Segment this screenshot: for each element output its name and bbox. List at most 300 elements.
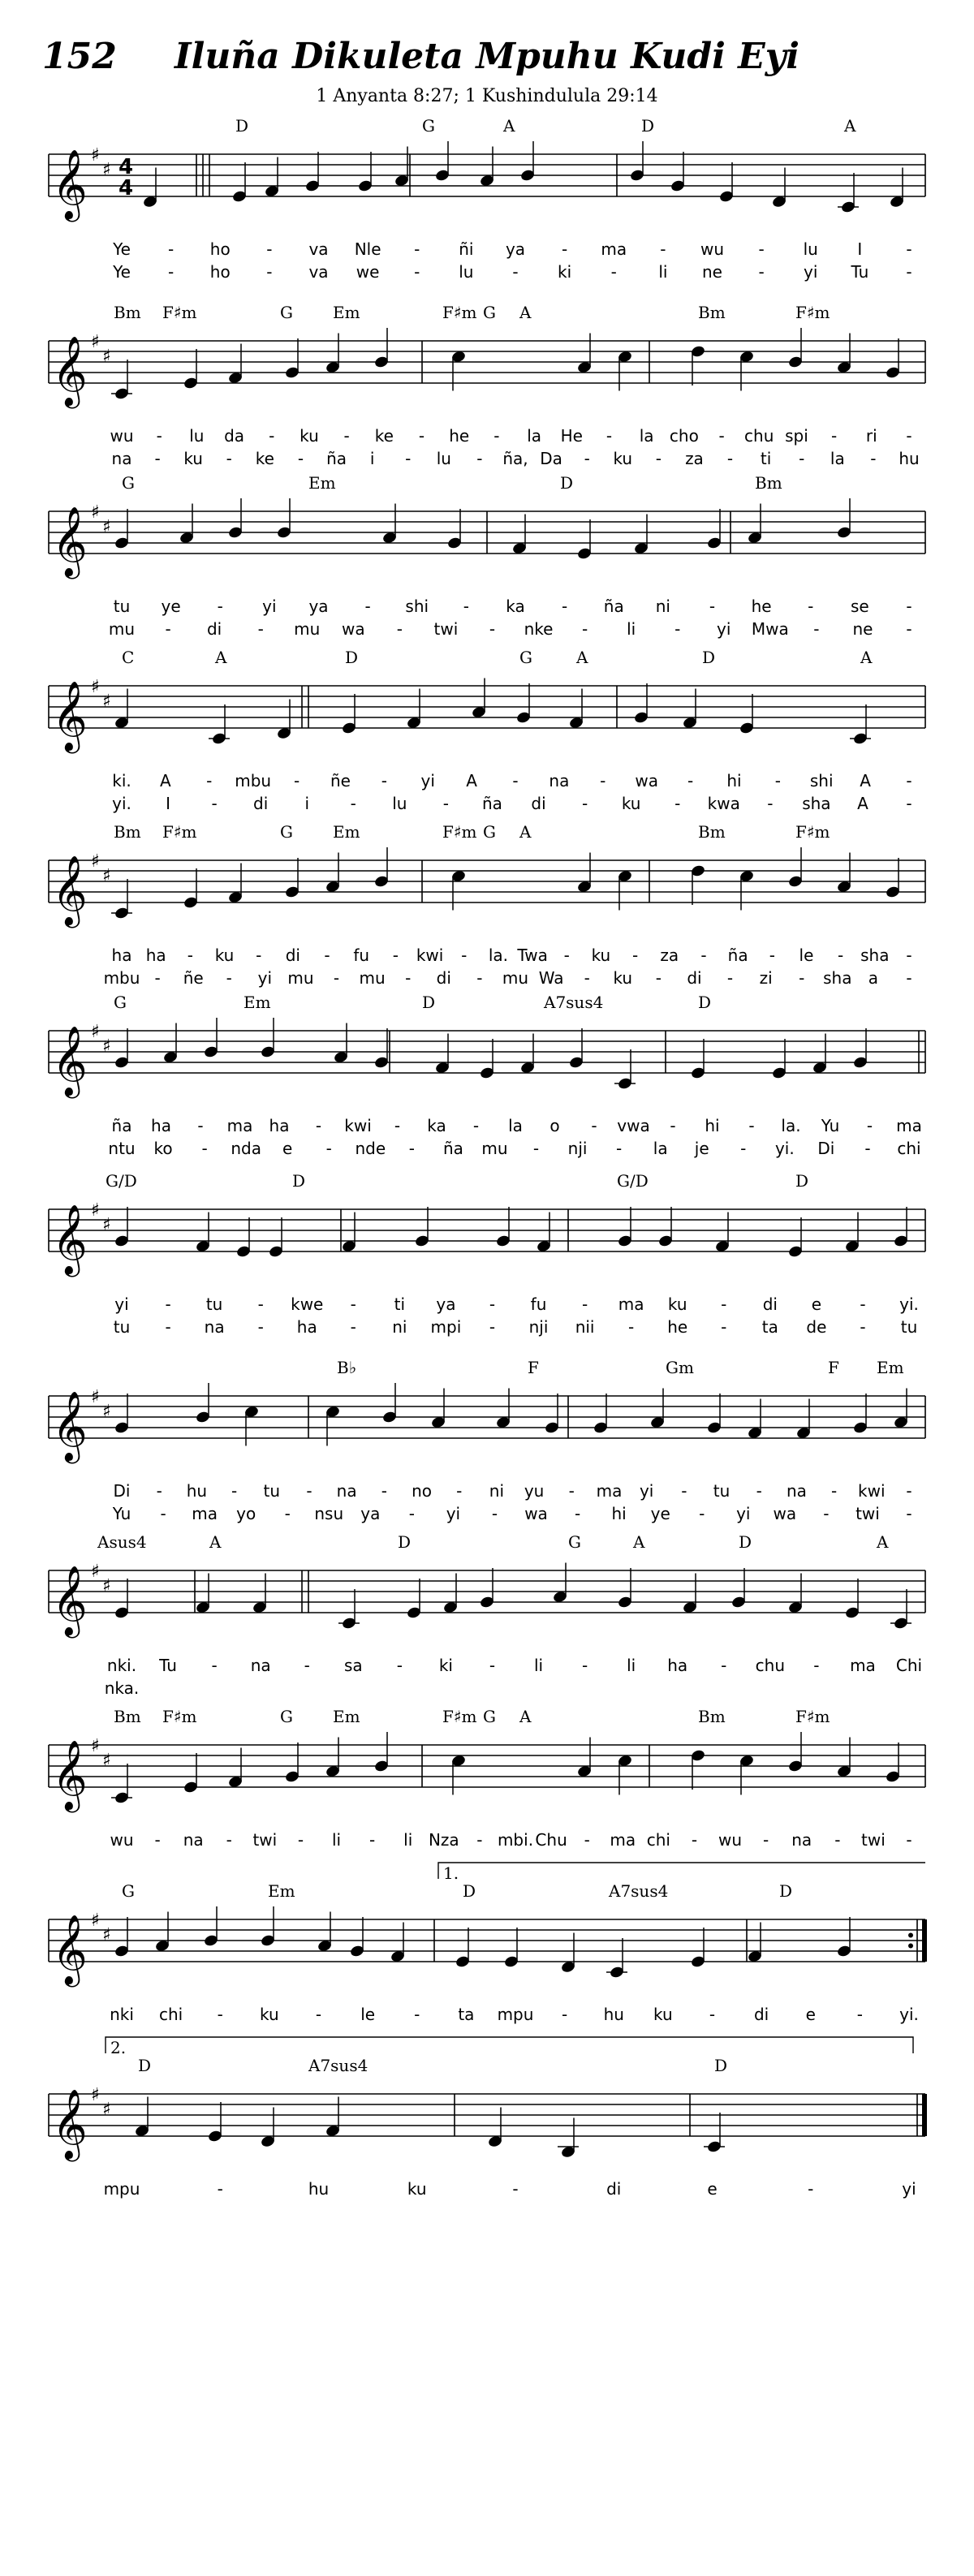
lyric-syllable: sa xyxy=(343,1656,363,1675)
lyric-syllable: - xyxy=(581,619,588,639)
lyric-syllable: - xyxy=(396,1656,403,1675)
chord-symbol: G xyxy=(422,116,435,136)
lyric-syllable: va xyxy=(308,239,329,259)
treble-clef-icon: 𝄞 xyxy=(52,149,88,219)
lyric-syllable: yi xyxy=(902,2179,916,2199)
lyric-syllable: - xyxy=(211,794,218,813)
lyric-syllable: - xyxy=(906,794,912,813)
lyric-syllable: Nle xyxy=(354,239,381,259)
lyric-syllable: mu xyxy=(294,619,321,639)
lyric-syllable: - xyxy=(718,426,725,446)
lyric-syllable: ki. xyxy=(112,771,131,790)
lyric-syllable: - xyxy=(364,597,371,616)
lyric-syllable: mbu xyxy=(235,771,272,790)
lyric-syllable: lu xyxy=(803,239,818,259)
chord-symbol: F♯m xyxy=(162,822,197,842)
lyric-syllable: - xyxy=(769,946,775,965)
lyric-syllable: a xyxy=(868,968,879,988)
lyric-syllable: - xyxy=(906,619,912,639)
lyric-syllable: lu xyxy=(189,426,205,446)
sharp-icon: ♯ xyxy=(102,160,111,180)
lyric-syllable: - xyxy=(906,262,912,282)
sharp-icon: ♯ xyxy=(91,1022,100,1042)
lyric-syllable: ko xyxy=(153,1139,173,1158)
lyric-syllable: ma xyxy=(618,1294,644,1314)
sharp-icon: ♯ xyxy=(91,1387,100,1407)
lyric-syllable: ya xyxy=(360,1504,381,1523)
lyric-syllable: sha xyxy=(860,946,890,965)
sharp-icon: ♯ xyxy=(91,332,100,352)
system-3 xyxy=(49,498,925,579)
lyric-syllable: nki. xyxy=(106,1656,137,1675)
chord-symbol: A xyxy=(576,648,588,667)
lyric-syllable: - xyxy=(799,968,805,988)
lyric-syllable: ña xyxy=(111,1116,132,1135)
lyric-syllable: hu xyxy=(308,2179,330,2199)
chord-symbol: Bm xyxy=(698,1707,726,1726)
chord-symbol: D xyxy=(702,648,716,667)
lyric-syllable: - xyxy=(813,1656,820,1675)
lyric-syllable: - xyxy=(726,449,734,468)
lyric-syllable: fu xyxy=(353,946,370,965)
lyric-syllable: - xyxy=(681,1481,687,1501)
lyric-syllable: yi xyxy=(717,619,731,639)
lyric-syllable: chi xyxy=(646,1830,670,1850)
lyric-syllable: - xyxy=(154,1830,161,1850)
lyric-syllable: za xyxy=(685,449,704,468)
lyric-syllable: A xyxy=(860,771,871,790)
lyric-syllable: wa xyxy=(635,771,658,790)
lyric-syllable: di xyxy=(285,946,301,965)
lyric-syllable: - xyxy=(856,2005,863,2024)
lyric-syllable: - xyxy=(306,1481,312,1501)
lyric-syllable: - xyxy=(813,619,820,639)
chord-symbol: Gm xyxy=(666,1358,694,1377)
lyric-syllable: ya xyxy=(436,1294,456,1314)
lyric-syllable: - xyxy=(350,1294,356,1314)
lyric-syllable: yi xyxy=(804,262,818,282)
lyric-syllable: - xyxy=(226,1830,232,1850)
lyric-syllable: - xyxy=(408,1504,415,1523)
lyric-syllable: - xyxy=(584,1830,590,1850)
chord-symbol: Em xyxy=(308,473,336,493)
lyric-syllable: ku xyxy=(183,449,204,468)
lyric-syllable: wa xyxy=(341,619,365,639)
lyric-syllable: - xyxy=(315,2005,322,2024)
lyric-syllable: li xyxy=(658,262,668,282)
lyric-syllable: va xyxy=(308,262,329,282)
lyric-syllable: li xyxy=(403,1830,413,1850)
lyric-syllable: ku xyxy=(613,968,633,988)
lyric-syllable: - xyxy=(756,1481,762,1501)
lyric-syllable: ma xyxy=(192,1504,218,1523)
lyric-syllable: - xyxy=(581,1656,588,1675)
lyric-syllable: lu xyxy=(392,794,407,813)
lyric-syllable: - xyxy=(256,946,262,965)
lyric-syllable: ña xyxy=(727,946,748,965)
lyric-syllable: - xyxy=(156,1481,162,1501)
lyric-syllable: - xyxy=(568,1481,575,1501)
lyric-syllable: - xyxy=(691,1830,698,1850)
lyric-syllable: - xyxy=(217,2179,223,2199)
chord-symbol: F♯m xyxy=(795,822,830,842)
lyric-syllable: na xyxy=(111,449,132,468)
lyric-syllable: - xyxy=(532,1139,540,1158)
sharp-icon: ♯ xyxy=(102,1751,111,1771)
sharp-icon: ♯ xyxy=(91,1910,100,1931)
lyric-syllable: hu xyxy=(186,1481,208,1501)
lyric-syllable: - xyxy=(154,968,161,988)
lyric-syllable: - xyxy=(491,1504,498,1523)
lyric-syllable: - xyxy=(226,449,232,468)
lyric-syllable: - xyxy=(160,1504,166,1523)
sharp-icon: ♯ xyxy=(91,1736,100,1756)
sharp-icon: ♯ xyxy=(102,1576,111,1596)
lyric-syllable: Di xyxy=(817,1139,835,1158)
lyric-syllable: - xyxy=(581,1294,588,1314)
lyric-syllable: kwa xyxy=(707,794,740,813)
lyric-syllable: sha xyxy=(802,794,831,813)
system-10 xyxy=(49,1732,925,1813)
lyric-syllable: - xyxy=(808,2179,814,2199)
lyric-syllable: - xyxy=(721,1294,727,1314)
lyric-syllable: di xyxy=(606,2179,622,2199)
lyric-syllable: mbu xyxy=(103,968,140,988)
lyric-syllable: mpu xyxy=(103,2179,140,2199)
time-sig-numerator: 4 xyxy=(119,155,134,179)
lyric-syllable: - xyxy=(906,946,912,965)
lyric-syllable: - xyxy=(211,1656,218,1675)
lyric-syllable: da xyxy=(224,426,245,446)
lyric-syllable: ti xyxy=(760,449,772,468)
lyric-syllable: - xyxy=(168,239,175,259)
chord-symbol: G/D xyxy=(617,1171,649,1191)
system-12 xyxy=(49,2037,927,2162)
volta-number: 2. xyxy=(110,2038,127,2057)
treble-clef-icon: 𝄞 xyxy=(52,1026,88,1096)
lyric-syllable: - xyxy=(721,1317,727,1337)
lyric-syllable: - xyxy=(581,794,588,813)
lyric-syllable: Ye xyxy=(113,262,131,282)
lyric-syllable: vwa xyxy=(617,1116,650,1135)
chord-symbol: D xyxy=(795,1171,809,1191)
lyric-syllable: nji xyxy=(528,1317,549,1337)
treble-clef-icon: 𝄞 xyxy=(52,336,88,406)
lyric-syllable: ha xyxy=(111,946,132,965)
chord-symbol: D xyxy=(422,993,436,1012)
lyric-syllable: e xyxy=(811,1294,822,1314)
lyric-syllable: - xyxy=(489,1656,496,1675)
lyric-syllable: - xyxy=(721,1656,727,1675)
lyric-syllable: ye xyxy=(650,1504,670,1523)
chord-symbol: Bm xyxy=(698,303,726,322)
lyric-syllable: mpu xyxy=(497,2005,534,2024)
lyric-syllable: - xyxy=(512,262,519,282)
lyric-syllable: - xyxy=(740,1139,747,1158)
lyric-syllable: Nza xyxy=(428,1830,459,1850)
lyric-syllable: yo xyxy=(236,1504,256,1523)
lyric-syllable: di xyxy=(253,794,269,813)
lyric-syllable: ke xyxy=(374,426,394,446)
lyric-syllable: twi xyxy=(252,1830,278,1850)
lyric-syllable: la xyxy=(527,426,542,446)
lyric-syllable: - xyxy=(610,262,617,282)
chord-symbol: A7sus4 xyxy=(308,2056,368,2075)
lyric-syllable: ña, xyxy=(502,449,528,468)
lyric-syllable: di xyxy=(687,968,702,988)
chord-symbol: A7sus4 xyxy=(544,993,604,1012)
lyric-syllable: ka xyxy=(427,1116,446,1135)
lyric-syllable: lu xyxy=(459,262,474,282)
sharp-icon: ♯ xyxy=(102,1925,111,1945)
lyric-syllable: nki xyxy=(110,2005,134,2024)
lyric-syllable: yu xyxy=(524,1481,545,1501)
repeat-dot xyxy=(908,1933,913,1938)
lyric-syllable: He xyxy=(560,426,583,446)
lyric-syllable: tu xyxy=(113,597,131,616)
chord-symbol: Em xyxy=(244,993,271,1012)
lyric-syllable: li xyxy=(627,1656,636,1675)
lyric-syllable: - xyxy=(217,597,223,616)
lyric-syllable: la. xyxy=(781,1116,801,1135)
lyric-syllable: ñe xyxy=(183,968,204,988)
lyric-syllable: ku xyxy=(591,946,611,965)
sharp-icon: ♯ xyxy=(91,145,100,166)
lyric-syllable: fu xyxy=(530,1294,547,1314)
lyric-syllable: hi xyxy=(611,1504,627,1523)
chord-symbol: D xyxy=(463,1881,476,1901)
chord-symbol: A xyxy=(215,648,227,667)
lyric-syllable: na xyxy=(250,1656,271,1675)
chord-symbol: G xyxy=(280,822,293,842)
lyric-syllable: le xyxy=(799,946,814,965)
lyric-syllable: - xyxy=(687,771,694,790)
system-5 xyxy=(49,847,925,928)
lyric-syllable: - xyxy=(906,771,912,790)
volta-bracket xyxy=(106,2037,913,2053)
lyric-syllable: ma xyxy=(596,1481,623,1501)
treble-clef-icon: 𝄞 xyxy=(52,1566,88,1635)
chord-symbol: F♯m xyxy=(795,303,830,322)
lyric-syllable: - xyxy=(350,794,356,813)
sharp-icon: ♯ xyxy=(91,502,100,523)
lyric-syllable: i xyxy=(304,794,310,813)
lyric-syllable: - xyxy=(860,1294,866,1314)
lyric-syllable: - xyxy=(297,449,304,468)
system-4 xyxy=(49,677,925,754)
chord-symbol: G xyxy=(280,303,293,322)
lyric-syllable: wu xyxy=(718,1830,743,1850)
lyric-syllable: ña xyxy=(326,449,347,468)
lyric-syllable: - xyxy=(799,449,805,468)
chord-symbol: A xyxy=(519,822,532,842)
lyric-syllable: - xyxy=(476,449,483,468)
lyric-syllable: we xyxy=(356,262,380,282)
lyric-syllable: mu xyxy=(359,968,386,988)
lyric-syllable: - xyxy=(257,1294,264,1314)
lyric-syllable: - xyxy=(257,619,264,639)
lyric-syllable: la xyxy=(653,1139,668,1158)
lyric-syllable: ku xyxy=(260,2005,279,2024)
lyric-syllable: - xyxy=(343,426,350,446)
lyric-syllable: - xyxy=(562,597,568,616)
lyric-syllable: - xyxy=(369,1830,376,1850)
lyric-syllable: wa xyxy=(524,1504,548,1523)
lyric-syllable: - xyxy=(456,1481,463,1501)
lyric-syllable: - xyxy=(584,449,590,468)
lyric-syllable: - xyxy=(562,2005,568,2024)
chord-symbol: F♯m xyxy=(442,1707,477,1726)
lyric-syllable: ye xyxy=(161,597,181,616)
lyric-syllable: - xyxy=(476,968,483,988)
system-2 xyxy=(49,328,925,409)
lyric-syllable: - xyxy=(906,1481,912,1501)
chord-symbol: G xyxy=(483,1707,496,1726)
chord-symbol: G xyxy=(122,473,135,493)
lyric-syllable: - xyxy=(906,239,912,259)
lyric-syllable: na xyxy=(336,1481,357,1501)
chord-symbol: D xyxy=(739,1532,752,1552)
lyric-syllable: - xyxy=(187,946,193,965)
lyric-syllable: ya xyxy=(505,239,526,259)
chord-symbol: Em xyxy=(268,1881,295,1901)
chord-symbol: D xyxy=(779,1881,793,1901)
chord-symbol: F♯m xyxy=(442,822,477,842)
repeat-barline xyxy=(922,1919,927,1962)
lyric-syllable: no xyxy=(412,1481,432,1501)
lyric-syllable: yi xyxy=(736,1504,751,1523)
lyric-syllable: - xyxy=(758,262,765,282)
lyric-syllable: shi xyxy=(405,597,429,616)
lyric-syllable: Ye xyxy=(113,239,131,259)
lyric-syllable: - xyxy=(414,2005,420,2024)
chord-symbol: D xyxy=(398,1532,412,1552)
sharp-icon: ♯ xyxy=(91,1562,100,1582)
lyric-syllable: di xyxy=(531,794,546,813)
lyric-syllable: - xyxy=(831,1481,838,1501)
lyric-syllable: e xyxy=(707,2179,718,2199)
lyric-syllable: ma xyxy=(610,1830,636,1850)
chord-symbol: F♯m xyxy=(442,303,477,322)
lyric-syllable: ku xyxy=(214,946,235,965)
treble-clef-icon: 𝄞 xyxy=(52,506,88,576)
lyric-syllable: Twa xyxy=(517,946,548,965)
sharp-icon: ♯ xyxy=(91,1200,100,1221)
lyric-syllable: he xyxy=(751,597,772,616)
sharp-icon: ♯ xyxy=(102,691,111,712)
lyric-syllable: yi xyxy=(639,1481,654,1501)
lyric-syllable: ya xyxy=(308,597,329,616)
hymn-number: 152 xyxy=(42,36,117,77)
lyric-syllable: - xyxy=(315,1116,322,1135)
lyric-syllable: - xyxy=(284,1504,291,1523)
chord-symbol: D xyxy=(292,1171,306,1191)
lyric-syllable: di xyxy=(206,619,222,639)
lyric-syllable: na xyxy=(791,1830,812,1850)
lyric-syllable: nii xyxy=(575,1317,595,1337)
chord-symbol: Bm xyxy=(114,822,141,842)
lyric-syllable: kwi xyxy=(858,1481,886,1501)
lyric-syllable: - xyxy=(266,239,273,259)
lyric-syllable: - xyxy=(156,426,162,446)
repeat-dot xyxy=(908,1944,913,1949)
chord-symbol: D xyxy=(138,2056,152,2075)
lyric-syllable: - xyxy=(866,1116,873,1135)
lyric-syllable: ku xyxy=(407,2179,427,2199)
system-7 xyxy=(49,1200,925,1277)
lyric-syllable: tu xyxy=(900,1317,918,1337)
lyric-syllable: A xyxy=(466,771,477,790)
lyric-syllable: - xyxy=(197,1116,204,1135)
lyric-syllable: - xyxy=(217,2005,223,2024)
lyric-syllable: yi. xyxy=(899,1294,919,1314)
lyric-syllable: li xyxy=(331,1830,342,1850)
lyric-syllable: - xyxy=(165,1317,171,1337)
chord-symbol: F♯m xyxy=(162,303,197,322)
lyric-syllable: yi xyxy=(262,597,277,616)
lyric-syllable: ma xyxy=(896,1116,922,1135)
lyric-syllable: - xyxy=(674,794,681,813)
sharp-icon: ♯ xyxy=(91,677,100,697)
lyric-syllable: sha xyxy=(823,968,852,988)
chord-symbol: A7sus4 xyxy=(609,1881,669,1901)
lyric-syllable: ho xyxy=(209,239,231,259)
lyric-syllable: - xyxy=(767,794,774,813)
lyric-syllable: A xyxy=(160,771,171,790)
lyric-syllable: hu xyxy=(603,2005,624,2024)
lyric-syllable: - xyxy=(823,1504,830,1523)
lyric-syllable: yi xyxy=(446,1504,461,1523)
lyric-syllable: - xyxy=(381,771,387,790)
sharp-icon: ♯ xyxy=(102,866,111,886)
chord-symbol: G xyxy=(280,1707,293,1726)
lyric-syllable: ne xyxy=(702,262,722,282)
lyric-syllable: ke xyxy=(255,449,274,468)
lyric-syllable: twi xyxy=(855,1504,880,1523)
lyric-syllable: yi xyxy=(257,968,273,988)
chord-symbol: F♯m xyxy=(162,1707,197,1726)
lyric-syllable: yi xyxy=(420,771,435,790)
lyric-syllable: wu xyxy=(110,426,134,446)
lyric-syllable: - xyxy=(231,1481,238,1501)
lyric-syllable: he xyxy=(667,1317,688,1337)
chord-symbol: A xyxy=(844,116,856,136)
chord-symbol: A xyxy=(503,116,515,136)
lyric-syllable: kwi xyxy=(344,1116,372,1135)
lyric-syllable: je xyxy=(694,1139,709,1158)
lyric-syllable: shi xyxy=(809,771,834,790)
lyric-syllable: nke xyxy=(524,619,554,639)
lyric-syllable: chi xyxy=(897,1139,921,1158)
lyric-syllable: - xyxy=(165,619,171,639)
sharp-icon: ♯ xyxy=(91,851,100,872)
lyric-syllable: - xyxy=(392,946,399,965)
lyric-syllable: - xyxy=(631,946,639,965)
lyric-syllable: - xyxy=(674,619,681,639)
lyric-syllable: - xyxy=(154,449,161,468)
lyric-syllable: - xyxy=(906,968,912,988)
lyric-syllable: tu xyxy=(205,1294,223,1314)
lyric-syllable: - xyxy=(168,262,175,282)
lyric-syllable: - xyxy=(574,1504,581,1523)
lyric-syllable: ni xyxy=(392,1317,407,1337)
sharp-icon: ♯ xyxy=(102,347,111,367)
lyric-syllable: - xyxy=(333,968,340,988)
lyric-syllable: - xyxy=(201,1139,208,1158)
system-6 xyxy=(49,1018,925,1099)
lyric-syllable: na xyxy=(204,1317,225,1337)
chord-symbol: G xyxy=(483,822,496,842)
